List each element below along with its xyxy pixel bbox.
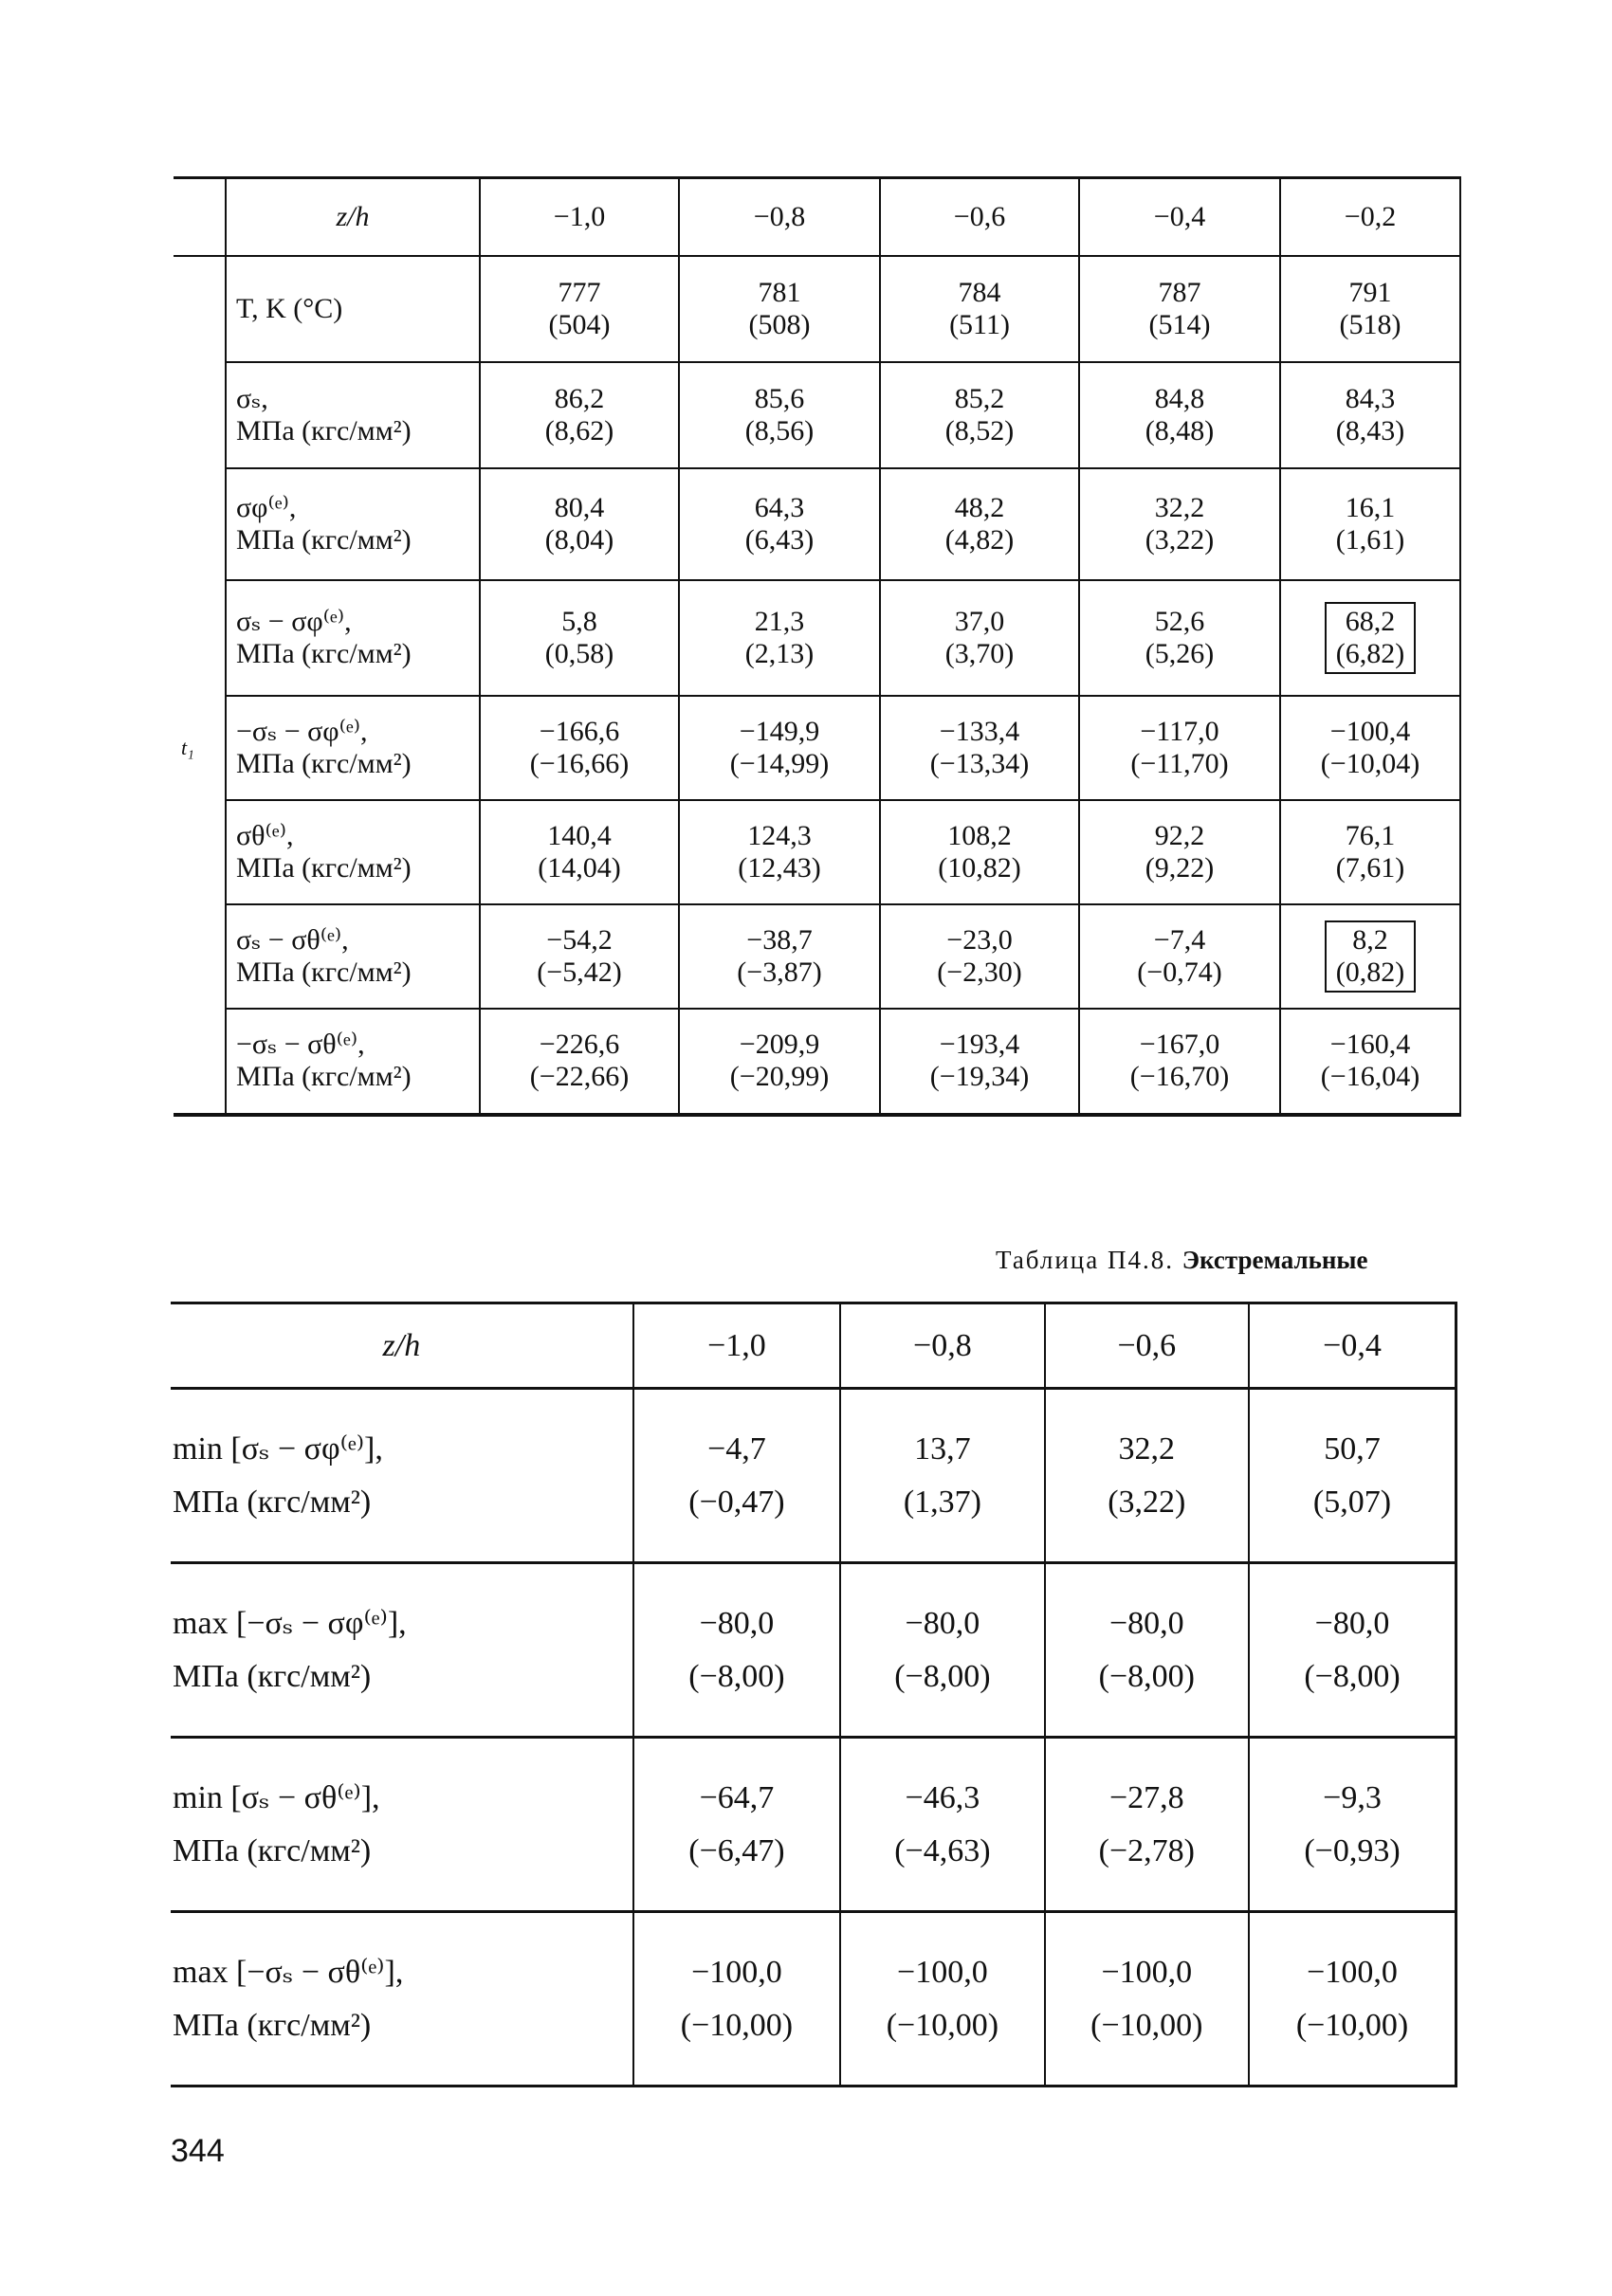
value-secondary: (−0,93) xyxy=(1304,1832,1401,1868)
value-secondary: (−10,00) xyxy=(1295,2007,1409,2043)
value-main: 64,3 xyxy=(754,491,805,523)
row-label xyxy=(171,1389,633,1563)
value-secondary: (−0,74) xyxy=(1137,956,1222,988)
row-label xyxy=(171,1563,633,1738)
value-main: −209,9 xyxy=(739,1029,820,1060)
table-row xyxy=(174,256,1460,362)
stress-table xyxy=(174,176,1461,1117)
value-secondary: (8,52) xyxy=(944,414,1015,446)
table-row xyxy=(174,800,1460,904)
value-cell xyxy=(679,580,880,696)
column-header: −0,6 xyxy=(880,178,1079,256)
value-cell xyxy=(679,1009,880,1115)
page-number: 344 xyxy=(171,2133,225,2169)
value-main: −23,0 xyxy=(946,923,1013,956)
value-main: 86,2 xyxy=(554,382,605,414)
header-label: z/h xyxy=(226,178,480,256)
value-secondary: (6,82) xyxy=(1335,637,1405,669)
value-main: 80,4 xyxy=(554,491,605,523)
side-cell xyxy=(174,696,226,800)
table-row xyxy=(174,580,1460,696)
value-main: −54,2 xyxy=(546,923,613,956)
value-cell xyxy=(633,1389,840,1563)
value-main: 92,2 xyxy=(1154,819,1205,851)
value-main: −27,8 xyxy=(1108,1779,1184,1815)
column-header: −0,8 xyxy=(679,178,880,256)
value-cell xyxy=(1280,904,1460,1009)
value-cell xyxy=(1249,1389,1456,1563)
value-cell xyxy=(633,1912,840,2086)
value-secondary: (3,22) xyxy=(1145,523,1215,556)
value-secondary: (9,22) xyxy=(1145,851,1215,884)
value-cell xyxy=(880,362,1079,468)
value-cell xyxy=(480,1009,679,1115)
caption-prefix: Таблица П4.8. xyxy=(996,1246,1174,1274)
value-cell xyxy=(1249,1912,1456,2086)
row-label-symbol: σθ⁽ᵉ⁾, xyxy=(236,819,294,851)
value-secondary: (7,61) xyxy=(1335,851,1405,884)
table-row xyxy=(174,468,1460,580)
value-main: −80,0 xyxy=(905,1605,980,1641)
side-cell xyxy=(174,904,226,1009)
table-row xyxy=(171,1912,1456,2086)
side-cell xyxy=(174,362,226,468)
value-cell xyxy=(1079,468,1280,580)
value-secondary: (8,62) xyxy=(544,414,614,446)
boxed-value xyxy=(1325,920,1416,993)
column-header: −0,4 xyxy=(1249,1303,1456,1389)
value-secondary: (8,56) xyxy=(744,414,815,446)
value-main: −193,4 xyxy=(939,1029,1020,1060)
value-main: −80,0 xyxy=(1314,1605,1390,1641)
value-main: 32,2 xyxy=(1154,491,1205,523)
value-cell xyxy=(880,800,1079,904)
row-label-symbol: σₛ − σφ⁽ᵉ⁾, xyxy=(236,605,352,637)
value-main: −80,0 xyxy=(699,1605,775,1641)
value-secondary: (−13,34) xyxy=(929,747,1030,779)
value-secondary: (−3,87) xyxy=(737,956,822,988)
row-label-symbol: −σₛ − σθ⁽ᵉ⁾, xyxy=(236,1029,365,1060)
row-label xyxy=(226,256,480,362)
value-secondary: (8,04) xyxy=(544,523,614,556)
value-cell xyxy=(880,468,1079,580)
column-header: −1,0 xyxy=(480,178,679,256)
value-secondary: (−16,66) xyxy=(529,747,630,779)
value-main: 777 xyxy=(558,276,601,308)
header-label: z/h xyxy=(171,1303,633,1389)
value-secondary: (−8,00) xyxy=(894,1658,991,1694)
side-cell xyxy=(174,800,226,904)
value-cell xyxy=(880,256,1079,362)
value-cell xyxy=(679,800,880,904)
value-cell xyxy=(1249,1563,1456,1738)
value-cell xyxy=(1045,1563,1249,1738)
value-main: 140,4 xyxy=(547,819,612,851)
row-label-unit: МПа (кгс/мм²) xyxy=(236,414,412,446)
value-secondary: (3,22) xyxy=(1108,1484,1186,1520)
value-main: 84,8 xyxy=(1154,382,1205,414)
side-cell xyxy=(174,178,226,256)
value-secondary: (508) xyxy=(748,308,811,340)
value-secondary: (1,37) xyxy=(903,1484,981,1520)
value-cell xyxy=(1280,468,1460,580)
value-cell xyxy=(880,696,1079,800)
value-secondary: (2,13) xyxy=(744,637,815,669)
row-label-unit: МПа (кгс/мм²) xyxy=(173,2007,372,2043)
value-main: 8,2 xyxy=(1352,923,1388,956)
value-cell xyxy=(1079,256,1280,362)
side-cell xyxy=(174,1009,226,1115)
value-main: 791 xyxy=(1348,276,1392,308)
value-cell xyxy=(1079,362,1280,468)
row-label-unit: МПа (кгс/мм²) xyxy=(236,851,412,884)
value-main: −133,4 xyxy=(939,715,1020,747)
value-cell xyxy=(480,800,679,904)
row-label xyxy=(226,362,480,468)
value-cell xyxy=(840,1389,1044,1563)
value-main: 108,2 xyxy=(947,819,1012,851)
table-header-row xyxy=(171,1303,1456,1389)
value-cell xyxy=(1045,1912,1249,2086)
value-cell xyxy=(1045,1738,1249,1912)
row-label-expression: max [−σₛ − σφ⁽ᵉ⁾], xyxy=(173,1605,407,1641)
table-row xyxy=(174,1009,1460,1115)
row-label-unit: МПа (кгс/мм²) xyxy=(173,1658,372,1694)
row-label-symbol: −σₛ − σφ⁽ᵉ⁾, xyxy=(236,715,368,747)
value-main: 50,7 xyxy=(1324,1430,1381,1467)
table-row xyxy=(171,1738,1456,1912)
value-main: 13,7 xyxy=(914,1430,971,1467)
value-secondary: (0,82) xyxy=(1335,956,1405,988)
column-header: −0,8 xyxy=(840,1303,1044,1389)
value-secondary: (4,82) xyxy=(944,523,1015,556)
value-secondary: (−4,63) xyxy=(894,1832,991,1868)
table-header-row xyxy=(174,178,1460,256)
value-cell xyxy=(480,256,679,362)
row-label xyxy=(226,696,480,800)
value-secondary: (−8,00) xyxy=(1304,1658,1401,1694)
side-cell xyxy=(174,580,226,696)
column-header: −0,4 xyxy=(1079,178,1280,256)
value-main: 48,2 xyxy=(954,491,1005,523)
value-cell xyxy=(1280,256,1460,362)
value-main: −100,0 xyxy=(691,1954,782,1990)
value-main: 52,6 xyxy=(1154,605,1205,637)
side-label: t₁ xyxy=(181,735,194,759)
value-secondary: (−8,00) xyxy=(1098,1658,1195,1694)
row-label-expression: min [σₛ − σφ⁽ᵉ⁾], xyxy=(173,1430,383,1467)
value-secondary: (−10,04) xyxy=(1320,747,1420,779)
value-secondary: (14,04) xyxy=(538,851,621,884)
value-secondary: (−10,00) xyxy=(886,2007,999,2043)
value-main: −80,0 xyxy=(1108,1605,1184,1641)
row-label xyxy=(171,1738,633,1912)
value-secondary: (8,43) xyxy=(1335,414,1405,446)
value-secondary: (514) xyxy=(1148,308,1211,340)
table-row xyxy=(174,362,1460,468)
row-label xyxy=(226,800,480,904)
value-main: 85,6 xyxy=(754,382,805,414)
value-cell xyxy=(633,1738,840,1912)
table-row xyxy=(171,1563,1456,1738)
value-main: −9,3 xyxy=(1323,1779,1382,1815)
value-cell xyxy=(480,696,679,800)
value-main: 124,3 xyxy=(747,819,812,851)
value-main: 32,2 xyxy=(1118,1430,1176,1467)
row-label-symbol: σφ⁽ᵉ⁾, xyxy=(236,491,297,523)
row-label-unit: МПа (кгс/мм²) xyxy=(236,956,412,988)
row-label xyxy=(226,1009,480,1115)
value-main: −117,0 xyxy=(1140,715,1219,747)
value-secondary: (5,07) xyxy=(1312,1484,1392,1520)
value-cell xyxy=(1249,1738,1456,1912)
value-secondary: (8,48) xyxy=(1145,414,1215,446)
value-main: −4,7 xyxy=(707,1430,766,1467)
value-main: 781 xyxy=(758,276,801,308)
value-cell xyxy=(1280,362,1460,468)
value-secondary: (−16,04) xyxy=(1320,1061,1420,1092)
value-secondary: (504) xyxy=(548,308,611,340)
value-cell xyxy=(840,1563,1044,1738)
row-label-expression: max [−σₛ − σθ⁽ᵉ⁾], xyxy=(173,1954,404,1990)
row-label xyxy=(171,1912,633,2086)
value-secondary: (−11,70) xyxy=(1130,747,1229,779)
value-main: −167,0 xyxy=(1139,1029,1220,1060)
value-secondary: (−10,00) xyxy=(680,2007,794,2043)
value-secondary: (6,43) xyxy=(744,523,815,556)
value-main: −160,4 xyxy=(1329,1029,1411,1060)
value-cell xyxy=(633,1563,840,1738)
value-cell xyxy=(480,904,679,1009)
row-label xyxy=(226,468,480,580)
value-cell xyxy=(880,904,1079,1009)
row-label-unit: МПа (кгс/мм²) xyxy=(236,637,412,669)
value-secondary: (−8,00) xyxy=(688,1658,785,1694)
value-main: 21,3 xyxy=(754,605,805,637)
value-main: −226,6 xyxy=(539,1029,620,1060)
value-cell xyxy=(480,468,679,580)
value-secondary: (1,61) xyxy=(1335,523,1405,556)
value-cell xyxy=(1079,1009,1280,1115)
value-main: −100,0 xyxy=(1101,1954,1193,1990)
row-label-expression: min [σₛ − σθ⁽ᵉ⁾], xyxy=(173,1779,380,1815)
value-secondary: (−2,78) xyxy=(1098,1832,1195,1868)
table-row xyxy=(174,904,1460,1009)
table-row xyxy=(171,1389,1456,1563)
value-main: 5,8 xyxy=(561,605,597,637)
value-main: −7,4 xyxy=(1153,923,1206,956)
value-cell xyxy=(480,362,679,468)
value-secondary: (−19,34) xyxy=(929,1061,1030,1092)
value-main: −38,7 xyxy=(746,923,813,956)
value-secondary: (511) xyxy=(949,308,1010,340)
boxed-value xyxy=(1325,602,1416,674)
value-main: 787 xyxy=(1158,276,1201,308)
value-main: 85,2 xyxy=(954,382,1005,414)
value-main: 84,3 xyxy=(1345,382,1396,414)
value-cell xyxy=(1079,800,1280,904)
row-label-unit: МПа (кгс/мм²) xyxy=(173,1484,372,1520)
value-secondary: (0,58) xyxy=(544,637,614,669)
value-cell xyxy=(679,904,880,1009)
value-cell xyxy=(1045,1389,1249,1563)
value-main: −100,4 xyxy=(1329,715,1411,747)
side-cell xyxy=(174,256,226,362)
value-main: 16,1 xyxy=(1345,491,1396,523)
value-secondary: (5,26) xyxy=(1145,637,1215,669)
value-cell xyxy=(679,256,880,362)
value-cell xyxy=(679,696,880,800)
column-header: −0,6 xyxy=(1045,1303,1249,1389)
value-cell xyxy=(880,580,1079,696)
extremal-table xyxy=(171,1302,1457,2087)
value-secondary: (−6,47) xyxy=(688,1832,785,1868)
value-secondary: (10,82) xyxy=(938,851,1021,884)
value-secondary: (3,70) xyxy=(944,637,1015,669)
value-main: 68,2 xyxy=(1345,605,1396,637)
side-cell xyxy=(174,468,226,580)
value-cell xyxy=(679,362,880,468)
value-cell xyxy=(1079,696,1280,800)
value-main: −100,0 xyxy=(897,1954,988,1990)
column-header: −0,2 xyxy=(1280,178,1460,256)
value-main: −64,7 xyxy=(699,1779,775,1815)
value-cell xyxy=(1079,580,1280,696)
column-header: −1,0 xyxy=(633,1303,840,1389)
row-label xyxy=(226,904,480,1009)
value-main: −149,9 xyxy=(739,715,820,747)
row-label xyxy=(226,580,480,696)
row-label-unit: МПа (кгс/мм²) xyxy=(236,1061,412,1092)
row-label-symbol: σₛ − σθ⁽ᵉ⁾, xyxy=(236,923,349,956)
value-cell xyxy=(1079,904,1280,1009)
value-secondary: (−2,30) xyxy=(937,956,1022,988)
value-main: 37,0 xyxy=(954,605,1005,637)
caption-title: Экстремальные xyxy=(1182,1246,1368,1274)
value-cell xyxy=(1280,696,1460,800)
value-cell xyxy=(840,1912,1044,2086)
value-secondary: (−10,00) xyxy=(1090,2007,1203,2043)
value-secondary: (12,43) xyxy=(738,851,821,884)
row-label-unit: МПа (кгс/мм²) xyxy=(173,1832,372,1868)
value-main: −166,6 xyxy=(539,715,620,747)
value-cell xyxy=(1280,800,1460,904)
value-cell xyxy=(840,1738,1044,1912)
row-label-unit: МПа (кгс/мм²) xyxy=(236,523,412,556)
value-cell xyxy=(480,580,679,696)
value-secondary: (−16,70) xyxy=(1129,1061,1230,1092)
value-secondary: (−22,66) xyxy=(529,1061,630,1092)
value-secondary: (−0,47) xyxy=(688,1484,785,1520)
row-label-symbol: σₛ, xyxy=(236,382,268,414)
value-cell xyxy=(1280,580,1460,696)
value-cell xyxy=(679,468,880,580)
value-secondary: (−14,99) xyxy=(729,747,830,779)
value-main: −100,0 xyxy=(1307,1954,1398,1990)
row-label-unit: МПа (кгс/мм²) xyxy=(236,747,412,779)
value-secondary: (−5,42) xyxy=(537,956,622,988)
table-caption xyxy=(996,1246,1368,1275)
value-secondary: (−20,99) xyxy=(729,1061,830,1092)
row-label-symbol: T, K (°C) xyxy=(236,292,343,324)
value-main: 784 xyxy=(958,276,1001,308)
table-row xyxy=(174,696,1460,800)
value-secondary: (518) xyxy=(1339,308,1401,340)
value-cell xyxy=(1280,1009,1460,1115)
value-main: −46,3 xyxy=(905,1779,980,1815)
value-main: 76,1 xyxy=(1345,819,1396,851)
value-cell xyxy=(880,1009,1079,1115)
